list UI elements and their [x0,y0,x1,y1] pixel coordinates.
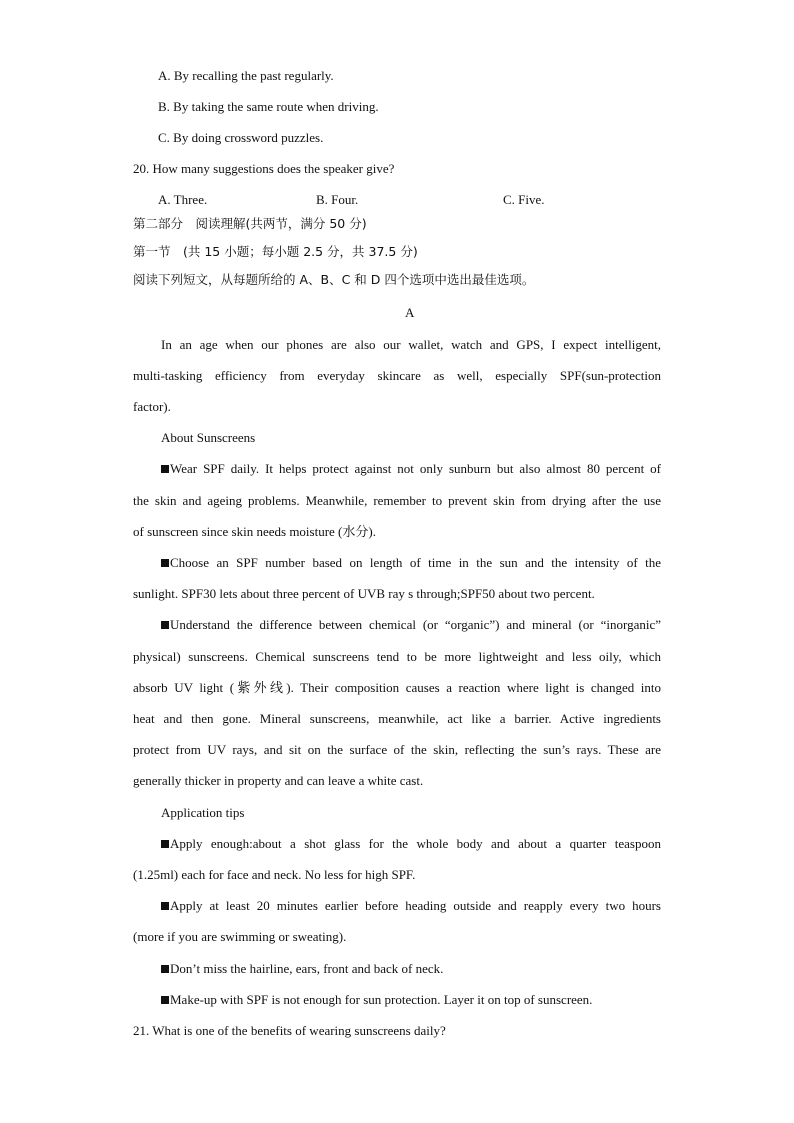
about-item-2-line-1 [161,555,661,571]
about-item-3-line-5: protect from UV rays, and sit on the surface of the skin, reflecting the sun’s rays. These are [133,742,661,757]
tip-2-line-2: (more if you are swimming or sweating). [133,929,347,944]
bullet-square-icon [161,465,169,473]
about-item-2-line-2: sunlight. SPF30 lets about three percent of UVB ray s through;SPF50 about two percent. [133,586,595,601]
application-tips-heading: Application tips [161,805,245,820]
about-sunscreens-heading: About Sunscreens [161,430,256,445]
about-item-1-line-1 [161,461,661,477]
about-item-1-text: Wear SPF daily. It helps protect against not only sunburn but also almost 80 percent of [170,461,661,476]
q20-option-c: C. Five. [503,192,545,207]
tip-1-line-1 [161,836,661,852]
bullet-square-icon [161,621,169,629]
section-instruction: 阅读下列短文，从每题所给的 A、B、C 和 D 四个选项中选出最佳选项。 [133,272,535,287]
tip-4-line-1 [161,992,592,1008]
about-item-3-line-1 [161,617,661,633]
about-item-3-line-4: heat and then gone. Mineral sunscreens, meanwhile, act like a barrier. Active ingredients [133,711,661,726]
about-item-3-line-2: physical) sunscreens. Chemical sunscreens tend to be more lightweight and less oily, which [133,649,661,664]
about-item-1-line-2: the skin and ageing problems. Meanwhile, remember to prevent skin from drying after the use [133,493,661,508]
passage-letter: A [405,305,415,320]
tip-2-text: Apply at least 20 minutes earlier before heading outside and reapply every two hours [170,898,661,913]
q19-option-c: C. By doing crossword puzzles. [158,130,324,145]
tip-4-text: Make-up with SPF is not enough for sun protection. Layer it on top of sunscreen. [170,992,593,1007]
about-item-3-line-6: generally thicker in property and can leave a white cast. [133,773,424,788]
tip-3-text: Don’t miss the hairline, ears, front and back of neck. [170,961,444,976]
about-item-1-line-3-text: of sunscreen since skin needs moisture (水分). [133,524,376,539]
intro-line-2: multi-tasking efficiency from everyday skincare as well, especially SPF(sun-protection [133,368,661,383]
bullet-square-icon [161,840,169,848]
section-part-heading: 第二部分 阅读理解(共两节，满分 50 分) [133,216,367,231]
bullet-square-icon [161,902,169,910]
about-item-2-text: Choose an SPF number based on length of time in the sun and the intensity of the [170,555,661,570]
intro-line-1: In an age when our phones are also our wallet, watch and GPS, I expect intelligent, [161,337,661,352]
q21-question: 21. What is one of the benefits of wearing sunscreens daily? [133,1023,446,1038]
about-item-1-line-3 [133,524,376,540]
q20-question: 20. How many suggestions does the speaker give? [133,161,395,176]
about-item-3-line-3: absorb UV light (紫外线). Their composition causes a reaction where light is changed into [133,680,661,695]
tip-1-line-2: (1.25ml) each for face and neck. No less for high SPF. [133,867,416,882]
tip-1-text: Apply enough:about a shot glass for the whole body and about a quarter teaspoon [170,836,661,851]
tip-2-line-1 [161,898,661,914]
section-sub-heading: 第一节 (共 15 小题；每小题 2.5 分，共 37.5 分) [133,244,418,259]
q20-option-a: A. Three. [158,192,208,207]
bullet-square-icon [161,965,169,973]
q19-option-b: B. By taking the same route when driving. [158,99,379,114]
bullet-square-icon [161,996,169,1004]
q20-option-b: B. Four. [316,192,359,207]
intro-line-3: factor). [133,399,171,414]
q19-option-a: A. By recalling the past regularly. [158,68,334,83]
about-item-3-text: Understand the difference between chemical (or “organic”) and mineral (or “inorganic” [170,617,661,632]
bullet-square-icon [161,559,169,567]
tip-3-line-1 [161,961,443,977]
